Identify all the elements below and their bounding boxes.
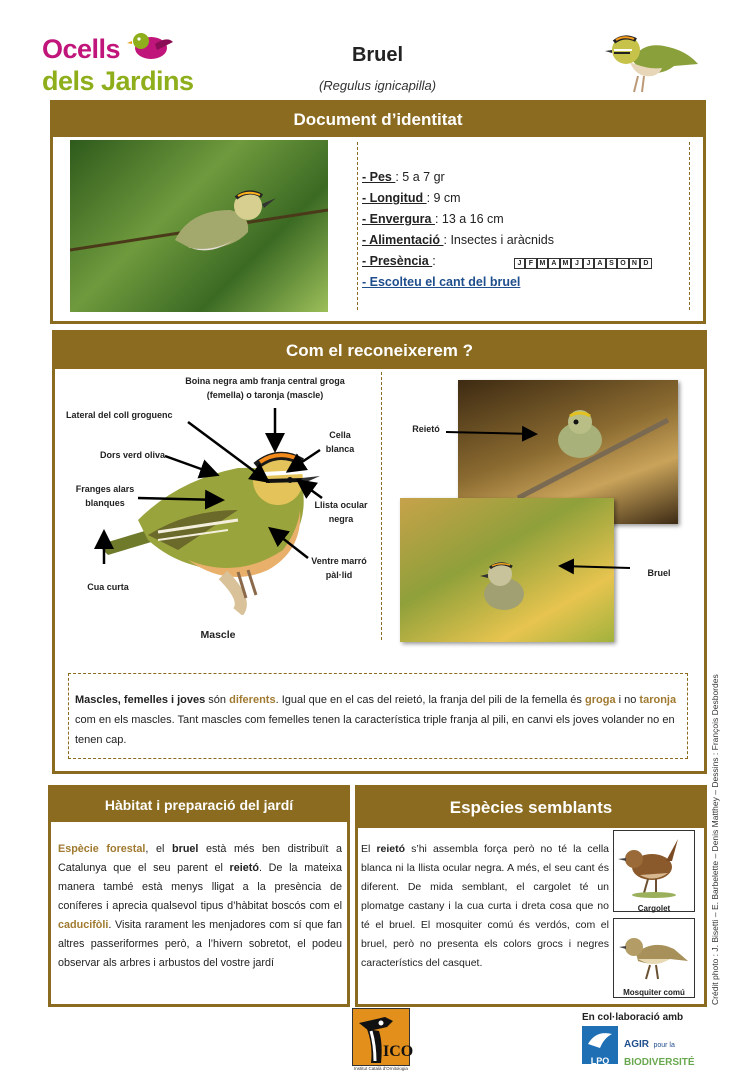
label-eyestripe: Llista ocular negra: [314, 500, 368, 524]
label-eyebrow: Cella blanca: [325, 430, 355, 454]
text-segment: . Visita rarament les menjadores com sí que fan altres passeriformes però, a l’hivern sobretot, el podeu observar als arbres i arbustos del vostre jardí: [58, 919, 342, 969]
photo-credits: Crédit photo : J. Bisetti – E. Barbelette – Denis Matthey – Dessins : François Desbordes: [710, 674, 720, 1005]
text-segment: bruel: [172, 843, 199, 855]
text-segment: Mascles, femelles i joves: [75, 694, 206, 706]
text-segment: groga: [585, 694, 616, 706]
text-segment: Espècie forestal: [58, 843, 146, 855]
month-cell: F: [525, 258, 537, 269]
identity-row: [362, 233, 682, 254]
label-back: Dors verd oliva: [100, 450, 166, 460]
habitat-text: [58, 840, 342, 973]
ico-logo: ICO: [352, 1008, 410, 1066]
identity-row-value: : 13 a 16 cm: [434, 212, 504, 226]
month-cell: M: [560, 258, 572, 269]
label-firecrest: Bruel: [647, 568, 671, 578]
label-goldcrest: Reietó: [412, 424, 440, 434]
month-cell: D: [640, 258, 652, 269]
month-cell: A: [548, 258, 560, 269]
identity-row-value: : Insectes i aràcnids: [443, 233, 554, 247]
firecrest-photo: [70, 140, 328, 312]
identity-row: [362, 191, 682, 212]
wren-caption: Cargolet: [637, 904, 671, 913]
month-cell: S: [606, 258, 618, 269]
identity-row-value: :: [432, 254, 436, 268]
month-cell: N: [629, 258, 641, 269]
text-segment: reietó: [376, 843, 406, 855]
scientific-name: (Regulus ignicapilla): [318, 78, 437, 93]
page-title: Bruel: [351, 44, 404, 66]
habitat-heading: Hàbitat i preparació del jardí: [51, 788, 347, 822]
label-wing-bars: Franges alars blanques: [75, 484, 135, 508]
header-firecrest-drawing: [602, 20, 702, 98]
label-tail: Cua curta: [87, 582, 129, 592]
identity-row: [362, 212, 682, 233]
text-segment: està més ben distribuït a Catalunya que el seu parent el: [58, 843, 342, 874]
label-crown: Boina negra amb franja central groga (femella) o taronja (mascle): [185, 376, 345, 400]
biodiversite-logo: AGIR pour la BIODIVERSITÉ: [624, 1039, 695, 1068]
label-male: Mascle: [200, 629, 236, 641]
sex-age-note: [75, 690, 683, 750]
collaboration-text: En col·laboració amb: [582, 1012, 684, 1023]
month-cell: J: [583, 258, 595, 269]
chiffchaff-drawing: [614, 919, 694, 983]
text-segment: són: [205, 694, 230, 706]
label-belly: Ventre marró pàl·lid: [311, 556, 367, 580]
text-segment: . Igual que en el cas del reietó, la franja del pili de la femella és: [275, 694, 585, 706]
logo-dels-jardins: dels Jardins: [42, 66, 194, 96]
presence-calendar: [514, 254, 652, 269]
identity-heading: Document d’identitat: [53, 103, 703, 137]
wren-card: [613, 830, 695, 912]
identity-row-label: - Pes: [362, 170, 396, 184]
month-cell: J: [571, 258, 583, 269]
text-segment: , el: [145, 843, 173, 855]
identity-row-label: - Presència: [362, 254, 433, 268]
identity-row-label: - Longitud: [362, 191, 427, 205]
photo-arrows: [444, 422, 644, 582]
identity-row-value: : 9 cm: [426, 191, 461, 205]
text-segment: caducifòli: [58, 919, 109, 931]
chiffchaff-caption: Mosquiter comú: [623, 988, 685, 997]
lpo-logo: LPO: [582, 1026, 618, 1064]
recognition-heading: Com el reconeixerem ?: [55, 333, 704, 369]
identity-row-value: : 5 a 7 gr: [395, 170, 445, 184]
recognition-divider: [381, 372, 382, 640]
text-segment: diferents: [229, 694, 276, 706]
logo-ocells: Ocells: [42, 34, 121, 64]
identity-row-label: - Envergura: [362, 212, 435, 226]
text-segment: s’hi assembla força però no té la cella blanca ni la llista ocular negra. A més, el seu cant és diferent. De mida semblant, el cargolet té un plomatge castany i la cua curta i dreta cosa que no té el bruel. El mosquiter comú és verdós, com el bruel, però no presenta els colors grocs i negres característics del casquet.: [361, 843, 609, 969]
text-segment: . De la mateixa manera també està menys lligat a la presència de coníferes i aprecia qualsevol tipus d’hàbitat boscós com el: [58, 862, 342, 912]
identity-row-label: - Alimentació: [362, 233, 444, 247]
text-segment: com en els mascles. Tant mascles com femelles tenen la característica triple franja al pili, en canvi els joves volander no en tenen cap.: [75, 714, 675, 746]
month-cell: A: [594, 258, 606, 269]
month-cell: M: [537, 258, 549, 269]
similar-species-text: [361, 840, 609, 973]
identity-details: [362, 170, 682, 296]
text-segment: taronja: [639, 694, 677, 706]
text-segment: El: [361, 843, 377, 855]
text-segment: i no: [615, 694, 640, 706]
month-cell: J: [514, 258, 526, 269]
label-neck: Lateral del coll groguenc: [66, 410, 173, 420]
month-cell: O: [617, 258, 629, 269]
text-segment: reietó: [229, 862, 259, 874]
listen-song-link[interactable]: - Escolteu el cant del bruel: [362, 275, 521, 289]
ico-caption: Institut Català d'Ornitologia: [354, 1066, 408, 1071]
wren-drawing: [614, 831, 694, 899]
identity-row: [362, 254, 682, 275]
identity-row: [362, 170, 682, 191]
similar-species-heading: Espècies semblants: [358, 788, 704, 828]
chiffchaff-card: [613, 918, 695, 998]
